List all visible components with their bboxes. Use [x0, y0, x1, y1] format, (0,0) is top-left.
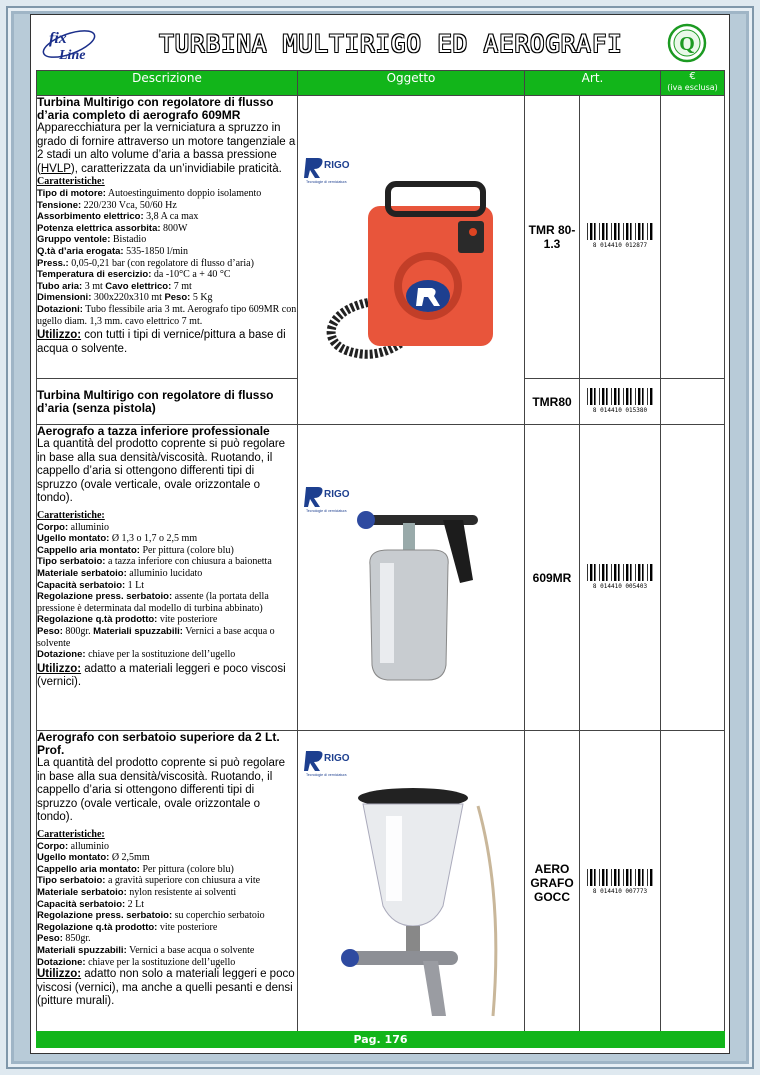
rigo-logo: [304, 747, 364, 777]
barcode-icon: [583, 222, 657, 248]
price-cell: [661, 96, 725, 379]
product-description: Turbina Multirigo con regolatore di flusso d’aria (senza pistola): [37, 379, 298, 425]
table-row: [37, 731, 725, 1035]
table-row: [37, 96, 725, 379]
svg-text:Line: Line: [59, 48, 86, 63]
barcode-icon: [583, 387, 657, 413]
product-table: [36, 70, 725, 1035]
svg-text:8 014410 007773: 8 014410 007773: [592, 887, 648, 894]
price-cell: [661, 425, 725, 731]
svg-text:Tecnologie di verniciatura: Tecnologie di verniciatura: [306, 180, 347, 184]
quality-badge-icon: [667, 23, 707, 63]
barcode-icon: [583, 563, 657, 589]
product-image-cell: [298, 425, 525, 731]
table-header-row: [37, 71, 725, 96]
turbine-image: [318, 166, 518, 366]
barcode-icon: [583, 868, 657, 894]
hvlp-link: HVLP: [40, 162, 71, 175]
svg-text:Q: Q: [679, 33, 695, 55]
svg-text:Tecnologie di verniciatura: Tecnologie di verniciatura: [306, 509, 347, 513]
product-description: Turbina Multirigo con regolatore di flusso d’aria completo di aerografo 609MR Apparecchiatura per la verniciatura a spruzzo in grado di fornire attraverso un motore tangenziale a 2 stadi un alto volume d’aria a bassa pressione (HVLP), caratterizzata da un’invidiabile praticità. Caratteristiche: Tipo di motore: Autoestinguimento doppio isolamento Tensione: 220/230 Vca, 50/60 Hz Assorbimento elettrico: 3,8 A ca max Potenza elettrica assorbita: 800W Gruppo ventole: Bistadio Q.tà d’aria erogata: 535-1850 l/min Press.: 0,05-0,21 bar (con regolatore di flusso d’aria) Temperatura di esercizio: da -10°C a + 40 °C Tubo aria: 3 mt Cavo elettrico: 7 mt Dimensioni: 300x220x310 mt Peso: 5 Kg Dotazioni: Tubo flessibile aria 3 mt. Aerografo tipo 609MR con ugello diam. 1,3 mm. cavo elettrico 7 mt. Utilizzo: con tutti i tipi di vernice/pittura a base di acqua o solvente.: [37, 96, 298, 379]
barcode-cell: [580, 96, 661, 379]
svg-text:RIGO: RIGO: [324, 489, 350, 500]
table-row: [37, 425, 725, 731]
page-title: TURBINA MULTIRIGO ED AEROGRAFI: [159, 30, 623, 58]
barcode-cell: [580, 425, 661, 731]
product-description: Aerografo a tazza inferiore professionale La quantità del prodotto coprente si può regolare in base alla sua densità/viscosità. Ruotando, il cappello d’aria si ottengono differenti tipi di spruzzo (ovale verticale, ovale orizzontale o tondo). Caratteristiche: Corpo: alluminio Ugello montato: Ø 1,3 o 1,7 o 2,5 mm Cappello aria montato: Per pittura (colore blu) Tipo serbatoio: a tazza inferiore con chiusura a baionetta Materiale serbatoio: alluminio lucidato Capacità serbatoio: 1 Lt Regolazione press. serbatoio: assente (la portata della pressione è determinata dal modello di turbina abbinato) Regolazione q.tà prodotto: vite posteriore Peso: 800gr. Materiali spuzzabili: Vernici a base acqua o solvente Dotazione: chiave per la sostituzione dell’ugello Utilizzo: adatto a materiali leggeri e poco viscosi (vernici).: [37, 425, 298, 731]
svg-text:RIGO: RIGO: [324, 160, 350, 171]
barcode-cell: [580, 379, 661, 425]
svg-text:8 014410 005403: 8 014410 005403: [592, 582, 648, 589]
svg-text:fix: fix: [49, 30, 67, 47]
fixline-logo: [39, 23, 99, 65]
header-art: Art.: [525, 71, 661, 96]
product-image-cell: [298, 731, 525, 1035]
barcode-cell: [580, 731, 661, 1035]
article-code: TMR80: [525, 379, 580, 425]
product-description: Aerografo con serbatoio superiore da 2 Lt. Prof. La quantità del prodotto coprente si può regolare in base alla sua densità/viscosità. Ruotando, il cappello d’aria si ottengono differenti tipi di spruzzo (ovale verticale, ovale orizzontale o tondo). Caratteristiche: Corpo: alluminio Ugello montato: Ø 2,5mm Cappello aria montato: Per pittura (colore blu) Tipo serbatoio: a gravità superiore con chiusura a vite Materiale serbatoio: nylon resistente ai solventi Capacità serbatoio: 2 Lt Regolazione press. serbatoio: su coperchio serbatoio Regolazione q.tà prodotto: vite posteriore Peso: 850gr. Materiali spuzzabili: Vernici a base acqua o solvente Dotazione: chiave per la sostituzione dell’ugello Utilizzo: adatto non solo a materiali leggeri e poco viscosi (vernici), ma anche a quelli pesanti e densi (pitture murali).: [37, 731, 298, 1035]
article-code: TMR 80-1.3: [525, 96, 580, 379]
page-number: Pag. 176: [36, 1031, 725, 1048]
svg-text:8 014410 015380: 8 014410 015380: [592, 406, 648, 413]
header-oggetto: Oggetto: [298, 71, 525, 96]
price-cell: [661, 731, 725, 1035]
product-image-cell: [298, 96, 525, 425]
header-price: € (iva esclusa): [661, 71, 725, 96]
header-descrizione: Descrizione: [37, 71, 298, 96]
page-header: [31, 15, 729, 71]
article-code: 609MR: [525, 425, 580, 731]
svg-text:Tecnologie di verniciatura: Tecnologie di verniciatura: [306, 773, 347, 777]
spray-gun-gravity-image: [328, 776, 508, 1026]
svg-text:RIGO: RIGO: [324, 753, 350, 764]
svg-text:8 014410 012877: 8 014410 012877: [592, 242, 648, 248]
spray-gun-cup-image: [348, 495, 488, 685]
price-cell: [661, 379, 725, 425]
article-code: AERO GRAFO GOCC: [525, 731, 580, 1035]
catalog-page: [30, 14, 730, 1054]
